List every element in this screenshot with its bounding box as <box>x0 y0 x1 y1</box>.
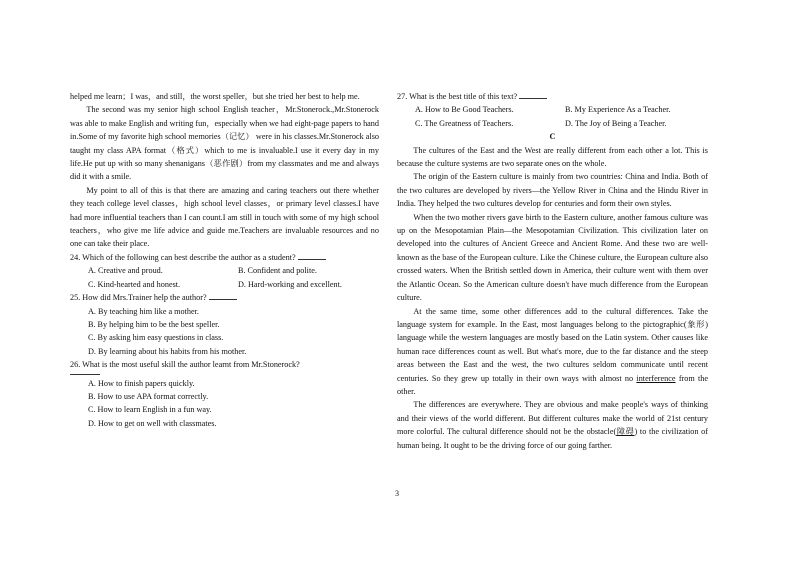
option-b: B. How to use APA format correctly. <box>88 391 209 401</box>
answer-blank[interactable] <box>519 90 547 99</box>
left-column <box>70 90 379 430</box>
option-b: B. My Experience As a Teacher. <box>565 105 671 115</box>
question-24 <box>70 251 379 291</box>
question-24-stem: 24. Which of the following can best describe the author as a student? <box>70 252 296 262</box>
option-a: A. By teaching him like a mother. <box>88 306 199 316</box>
option-a: A. How to finish papers quickly. <box>88 378 195 388</box>
option-b: B. Confident and polite. <box>238 266 317 276</box>
option-a: A. How to Be Good Teachers. <box>415 105 514 115</box>
passage-c-paragraph-2: The origin of the Eastern culture is mainly from two countries: China and India. Both of the two cultures are developed by rivers—the Yellow River in China and the Hindu River in India. They helped the two cultures develop for centuries and form their own styles. <box>397 172 708 209</box>
option-c: C. How to learn English in a fun way. <box>88 405 212 415</box>
option-c: C. By asking him easy questions in class. <box>88 333 224 343</box>
option-b: B. By helping him to be the best speller. <box>88 319 220 329</box>
passage-b-paragraph-1: helped me learn；I was，and still，the worst speller，but she tried her best to help me. <box>70 92 360 101</box>
passage-c-paragraph-1: The cultures of the East and the West are really different from each other a lot. This is because the culture systems are two separate ones on the whole. <box>397 145 708 169</box>
passage-c-paragraph-4: At the same time, some other differences add to the cultural differences. Take the language system for example. In the East, most languages belong to the pictographic(象形) language while the western languages are mostly based on the Latin system. Other causes like human race differences count as well. But what's more, due to the far distance and the steep areas between the East and the west, the two cultures seldom communicate until recent centuries. So they grew up totally in their own ways with almost no interference from the other. <box>397 306 709 396</box>
page-number: 3 <box>395 489 399 498</box>
answer-blank[interactable] <box>209 291 237 300</box>
question-25-stem: 25. How did Mrs.Trainer help the author? <box>70 293 207 303</box>
passage-c-label: C <box>549 132 556 142</box>
option-d: D. By learning about his habits from his mother. <box>88 346 247 356</box>
option-c: C. The Greatness of Teachers. <box>415 118 514 128</box>
option-c: C. Kind-hearted and honest. <box>88 279 181 289</box>
option-d: D. How to get on well with classmates. <box>88 418 217 428</box>
option-d: D. Hard-working and excellent. <box>238 279 342 289</box>
passage-c-paragraph-3: When the two mother rivers gave birth to the Eastern culture, another famous culture was up on the Mesopotamian Plain—the Mesopotamian Civilization. This civilization later on developed into the cultures of Ancient Greece and Ancient Rome. And these two are well-known as the base of the European culture. Like the Chinese culture, the European culture also crossed waters. When the British settled down in America, their culture went with them over the Atlantic Ocean. So the American culture doesn't have much difference from the European culture. <box>397 212 708 303</box>
passage-b-paragraph-3: My point to all of this is that there are amazing and caring teachers out there whether they teach college level classes，high school level classes，or primary level classes.I have had more influential teachers than I can count.I am still in touch with some of my high school teachers，who give me life advice and guide me.Teachers are invaluable resources and no one can take their place. <box>70 185 379 249</box>
question-26 <box>70 358 379 430</box>
passage-c-paragraph-5: The differences are everywhere. They are obvious and make people's ways of thinking and their views of the world different. But different cultures make the world of 21st century more colorful. The cultural difference should not be the obstacle(障碍) to the civilization of human being. It ought to be the driving force of our going farther. <box>397 400 709 450</box>
option-a: A. Creative and proud. <box>88 266 163 276</box>
answer-blank[interactable] <box>70 372 100 375</box>
question-26-stem: 26. What is the most useful skill the author learnt from Mr.Stonerock? <box>70 360 300 370</box>
underlined-word: interference <box>636 373 676 383</box>
passage-b-paragraph-2: The second was my senior high school English teacher，Mr.Stonerock.,Mr.Stonerock was able to make English and writing fun，especially when we had eight-page papers to hand in.Some of my favorite high school memories（记忆） were in his classes.Mr.Stonerock also taught my class APA format（格式）which to me is invaluable.I use it every day in my life.He put up with so many shenanigans（恶作剧）from my classmates and me and always did it with a smile. <box>70 105 379 182</box>
question-25 <box>70 291 379 358</box>
right-column <box>397 90 708 452</box>
option-d: D. The Joy of Being a Teacher. <box>565 118 667 128</box>
question-27 <box>397 90 708 130</box>
question-27-stem: 27. What is the best title of this text? <box>397 92 518 101</box>
answer-blank[interactable] <box>298 251 326 260</box>
underlined-word: 障碍 <box>616 427 635 437</box>
